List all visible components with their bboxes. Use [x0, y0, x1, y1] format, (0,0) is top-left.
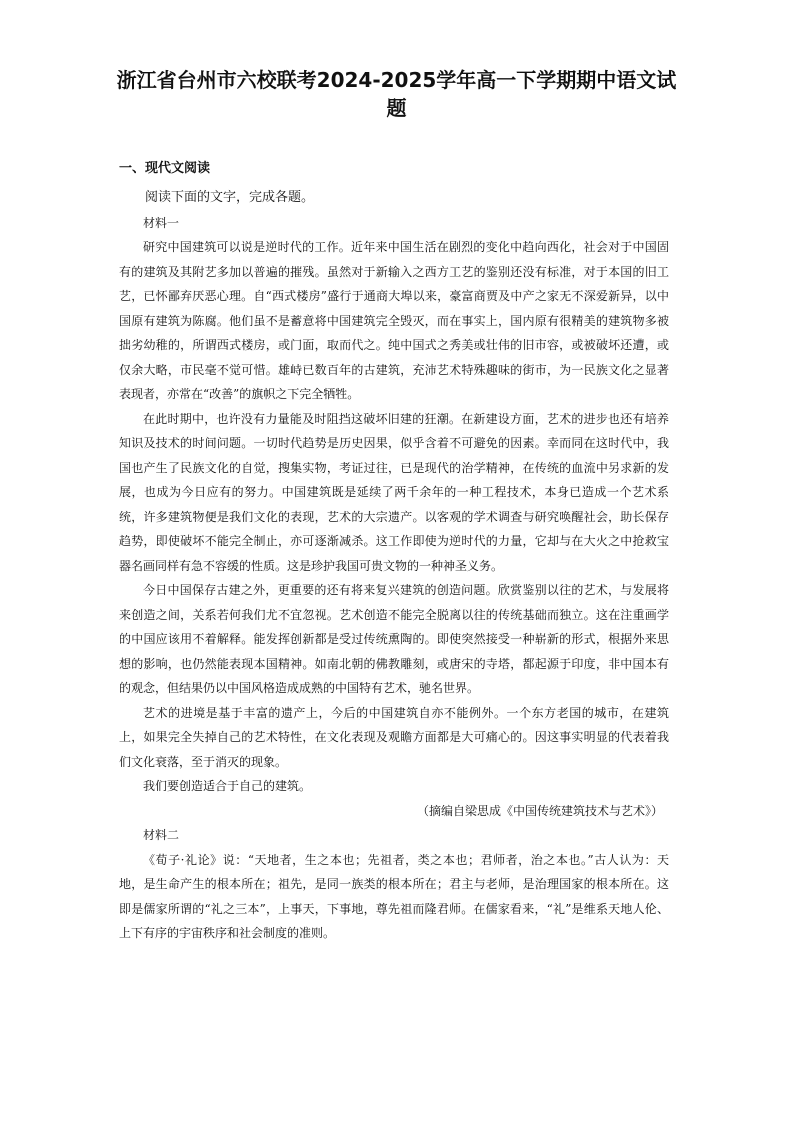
material-1-paragraph: 研究中国建筑可以说是逆时代的工作。近年来中国生活在剧烈的变化中趋向西化，社会对于中国固有的建筑及其附艺多加以普遍的摧残。虽然对于新输入之西方工艺的鉴别还没有标准，对于本国的旧工艺，已怀鄙弃厌恶心理。自“西式楼房”盛行于通商大埠以来，豪富商贾及中产之家无不深爱新异，以中国原有建筑为陈腐。他们虽不是蓄意将中国建筑完全毁灭，而在事实上，国内原有很精美的建筑物多被拙劣幼稚的，所谓西式楼房，或门面，取而代之。纯中国式之秀美或壮伟的旧市容，或被破坏还遭，或仅余大略，市民毫不觉可惜。雄峙已数百年的古建筑，充沛艺术特殊趣味的街市，为一民族文化之显著表现者，亦常在“改善”的旗帜之下完全牺牲。: [119, 240, 669, 401]
section-heading: 一、现代文阅读: [119, 161, 211, 176]
instruction-text: 阅读下面的文字，完成各题。: [145, 190, 315, 205]
material-1-paragraph: 在此时期中，也许没有力量能及时阻挡这破坏旧建的狂潮。在新建设方面，艺术的进步也还有培养知识及技术的时间问题。一切时代趋势是历史因果，似乎含着不可避免的因素。幸而同在这时代中，我国也产生了民族文化的自觉，搜集实物，考证过往，已是现代的治学精神，在传统的血流中另求新的发展，也成为今日应有的努力。中国建筑既是延续了两千余年的一种工程技术，本身已造成一个艺术系统，许多建筑物便是我们文化的表现，艺术的大宗遗产。以客观的学术调查与研究唤醒社会，助长保存趋势，即使破坏不能完全制止，亦可逐渐减杀。这工作即使为逆时代的力量，它却与在大火之中抢救宝器名画同样有急不容缓的性质。这是珍护我国可贵文物的一种神圣义务。: [119, 411, 669, 573]
material-1-label: 材料一: [143, 215, 180, 230]
material-2-paragraph: 《荀子·礼论》说：“天地者，生之本也；先祖者，类之本也；君师者，治之本也。”古人认为：天地，是生命产生的根本所在；祖先，是同一族类的根本所在；君主与老师，是治理国家的根本所在。这即是儒家所谓的“礼之三本”，上事天，下事地，尊先祖而隆君师。在儒家看来，“礼”是维系天地人伦、上下有序的宇宙秩序和社会制度的准则。: [119, 852, 669, 940]
material-1-citation: （摘编自梁思成《中国传统建筑技术与艺术》）: [416, 803, 663, 818]
material-1-paragraph: 艺术的进境是基于丰富的遗产上，今后的中国建筑自亦不能例外。一个东方老国的城市，在建筑上，如果完全失掉自己的艺术特性，在文化表现及观瞻方面都是大可痛心的。因这事实明显的代表着我们文化衰落，至于消灭的现象。: [119, 705, 669, 769]
document-title: 浙江省台州市六校联考2024-2025学年高一下学期期中语文试题: [116, 68, 677, 120]
material-1-paragraph: 我们要创造适合于自己的建筑。: [143, 779, 312, 793]
material-1-paragraph: 今日中国保存古建之外，更重要的还有将来复兴建筑的创造问题。欣赏鉴别以往的艺术，与发展将来创造之间，关系若何我们尤不宜忽视。艺术创造不能完全脱离以往的传统基础而独立。这在注重画学的中国应该用不着解释。能发挥创新都是受过传统熏陶的。即使突然接受一种崭新的形式，根据外来思想的影响，也仍然能表现本国精神。如南北朝的佛教雕刻，或唐宋的寺塔，都起源于印度，非中国本有的观念，但结果仍以中国风格造成成熟的中国特有艺术，驰名世界。: [119, 583, 669, 695]
material-2-label: 材料二: [143, 828, 180, 842]
reading-passage: [119, 186, 669, 946]
